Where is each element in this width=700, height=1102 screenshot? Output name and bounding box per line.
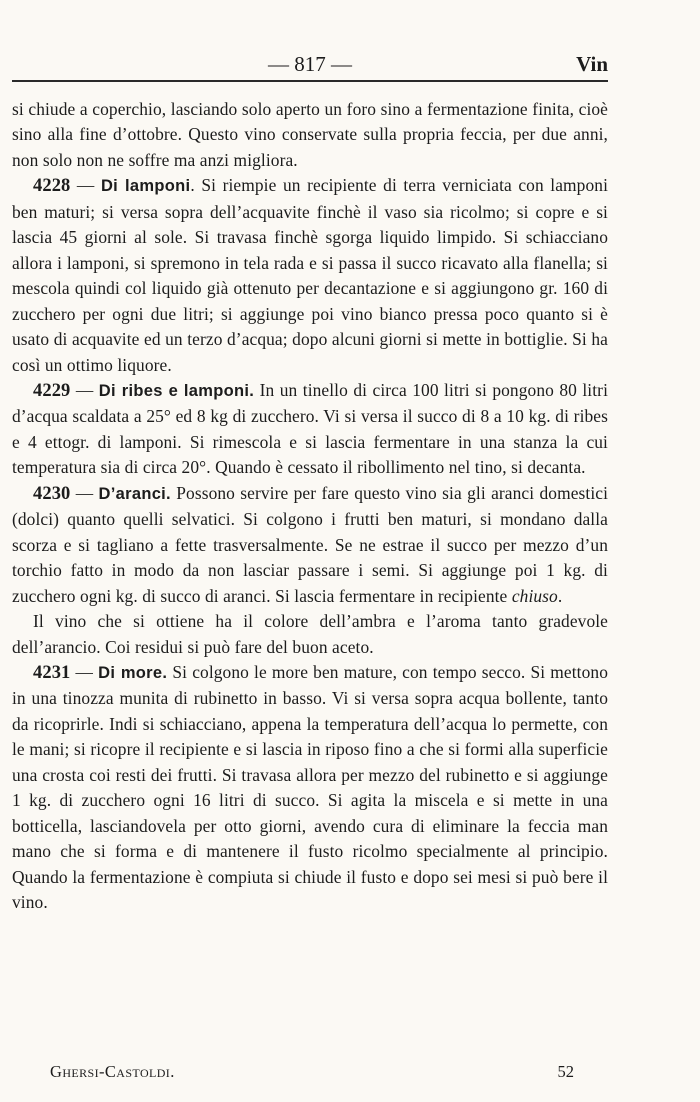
recipe-title: D’aranci. (98, 484, 171, 503)
recipe-text: In un tinello di circa 100 litri si pongono 80 litri d’acqua scaldata a 25° ed 8 kg di zucchero. Vi si versa il succo di 8 a 10 kg. di ribes e 4 ettogr. di lamponi. Si rimescola e si lascia fermentare in una stanza la cui temperatura sia di circa 20°. Quando è cessato il ribollimento nel tino, si decanta. (12, 379, 608, 478)
page-number: — 817 — (268, 52, 352, 76)
recipe-text: . Si riempie un recipiente di terra verniciata con lamponi ben maturi; si versa sopra dell’acquavite finchè il vaso sia ricolmo; si copre e si lascia 45 giorni al sole. Si travasa finchè sgorga liquido limpido. Si schiacciano allora i lamponi, si spremono in tela rada e si passa il succo ricavato alla flanella; si mescola quindi col liquido già ottenuto per decantazione e si aggiungono gr. 160 di zucchero per ogni due litri; si aggiunge poi vino bianco pressa poco quanto si è usato di acquavite ed un terzo d’acqua; dopo alcuni giorni si mette in bottiglie. Si ha così un ottimo liquore. (12, 175, 609, 375)
emphasis-chiuso: chiuso (511, 585, 558, 606)
recipe-dash: — (70, 661, 99, 682)
footer-author: Ghersi-Castoldi. (50, 1062, 175, 1081)
recipe-tail: . (557, 585, 563, 606)
recipe-text: Possono servire per fare questo vino sia gli aranci domestici (dolci) quanto quelli selvatici. Si colgono i frutti ben maturi, si mondano dalla scorza e si tagliano a fette trasversalmente. Se ne estrae il succo per mezzo d’un torchio fatto in modo da non lasciar passare i semi. Si aggiunge poi 1 kg. di zucchero ogni kg. di succo di aranci. Si lascia fermentare in recipiente (12, 482, 608, 606)
recipe-number: 4230 (33, 483, 71, 504)
recipe-number: 4231 (33, 662, 71, 683)
running-head: Vin (576, 52, 608, 76)
recipe-dash: — (70, 175, 101, 196)
recipe-4230 (12, 481, 608, 609)
recipe-text: Si colgono le more ben mature, con tempo secco. Si mettono in una tinozza munita di rubinetto in basso. Vi si versa sopra acqua bollente, tanto da ricoprirle. Indi si schiacciano, appena la temperatura dell’acqua lo permette, con le mani; si ricopre il recipiente e si lascia in riposo fino a che si formi alla superficie una crosta coi resti dei frutti. Si travasa allora per mezzo del rubinetto e si aggiunge 1 kg. di zucchero ogni 16 litri di succo. Si agita la miscela e si mette in una botticella, lasciandovela per otto giorni, avendo cura di eliminare la feccia man mano che si forma e di mantenere il fusto ricolmo specialmente al principio. Quando la fermentazione è compiuta si chiude il fusto e dopo sei mesi si può bere il vino. (12, 661, 608, 913)
recipe-4228 (12, 173, 608, 378)
recipe-title: Di ribes e lamponi. (98, 381, 255, 400)
intro-paragraph: si chiude a coperchio, lasciando solo aperto un foro sino a fermentazione finita, cioè sino alla fine d’ottobre. Questo vino conservate sulla propria feccia, per due anni, non solo non ne soffre ma anzi migliora. (12, 99, 608, 170)
orange-wine-paragraph: Il vino che si ottiene ha il colore dell’ambra e l’aroma tanto gradevole dell’arancio. Coi residui si può fare del buon aceto. (12, 611, 608, 657)
recipe-number: 4228 (33, 176, 71, 197)
page-header (12, 44, 608, 80)
recipe-4231 (12, 660, 608, 916)
recipe-dash: — (70, 482, 99, 503)
recipe-number: 4229 (33, 380, 71, 401)
recipe-title: Di lamponi (100, 177, 191, 196)
recipe-4229 (12, 378, 608, 481)
page-footer (12, 1062, 608, 1090)
header-rule (12, 80, 608, 82)
footer-signature: 52 (557, 1062, 574, 1081)
recipe-dash: — (70, 379, 99, 400)
recipe-title: Di more. (98, 663, 168, 682)
body-text (12, 97, 608, 916)
